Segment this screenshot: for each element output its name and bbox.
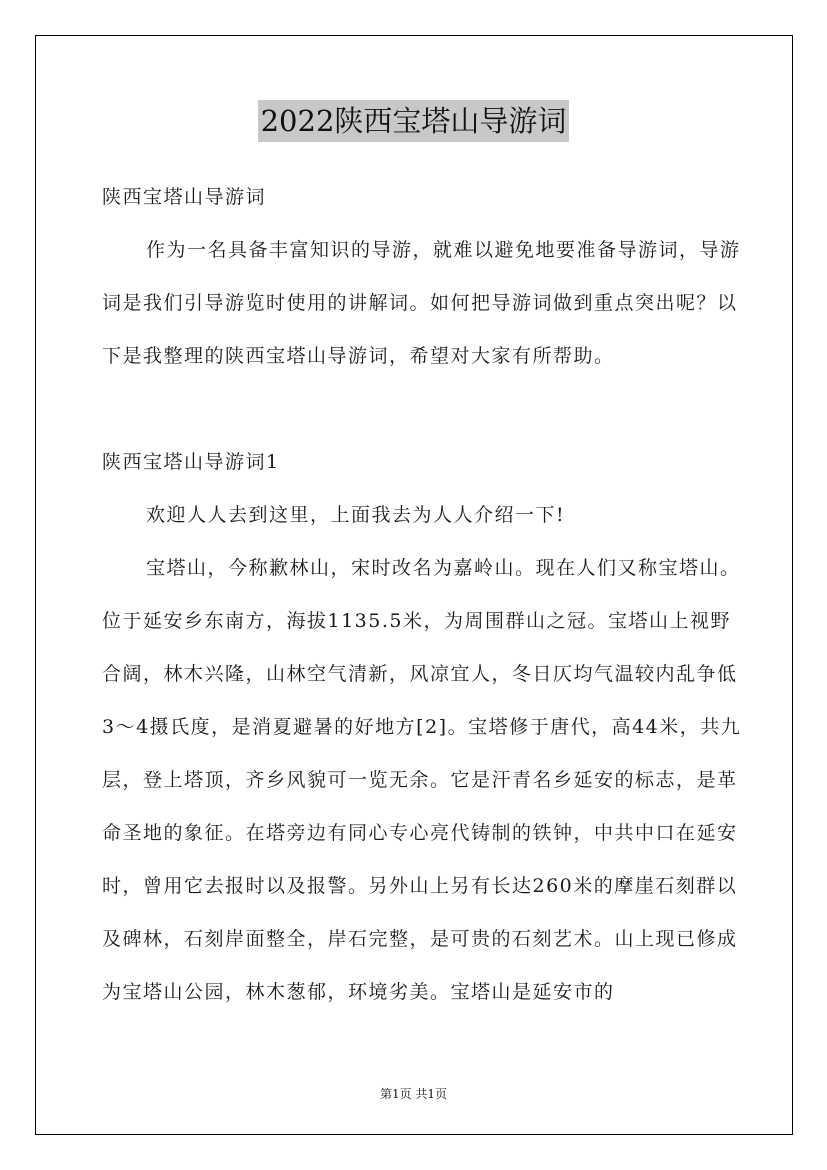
body-paragraph: 宝塔山，今称歉林山，宋时改名为嘉岭山。现在人们又称宝塔山。位于延安乡东南方，海拔1135.5米，为周围群山之冠。宝塔山上视野合阔，林木兴隆，山林空气清新，风凉宜人，冬日仄均气温较内乱争低3～4摄氏度，是消夏避暑的好地方[2]。宝塔修于唐代，高44米，共九层，登上塔顶，齐乡风貌可一览无余。它是汗青名乡延安的标志，是革命圣地的象征。在塔旁边有同心专心亮代铸制的铁钟，中共中口在延安时，曾用它去报时以及报警。另外山上另有长达260米的摩崖石刻群以及碑林，石刻岸面整全，岸石完整，是可贵的石刻艺术。山上现已修成为宝塔山公园，林木葱郁，环境劣美。宝塔山是延安市的 [102,557,742,1003]
section-heading: 陕西宝塔山导游词1 [102,451,280,473]
welcome-paragraph: 欢迎人人去到这里，上面我去为人人介绍一下! [146,504,566,526]
subtitle-heading: 陕西宝塔山导游词 [102,186,267,208]
paragraph-spacer [102,383,742,436]
title-container [0,100,827,142]
intro-paragraph: 作为一名具备丰富知识的导游，就难以避免地要准备导游词，导游词是我们引导游览时使用的讲解词。如何把导游词做到重点突出呢？以下是我整理的陕西宝塔山导游词，希望对大家有所帮助。 [102,239,741,367]
document-title: 2022陕西宝塔山导游词 [258,100,570,142]
page-footer: 第1页 共1页 [379,1087,448,1101]
document-body [102,171,742,1019]
